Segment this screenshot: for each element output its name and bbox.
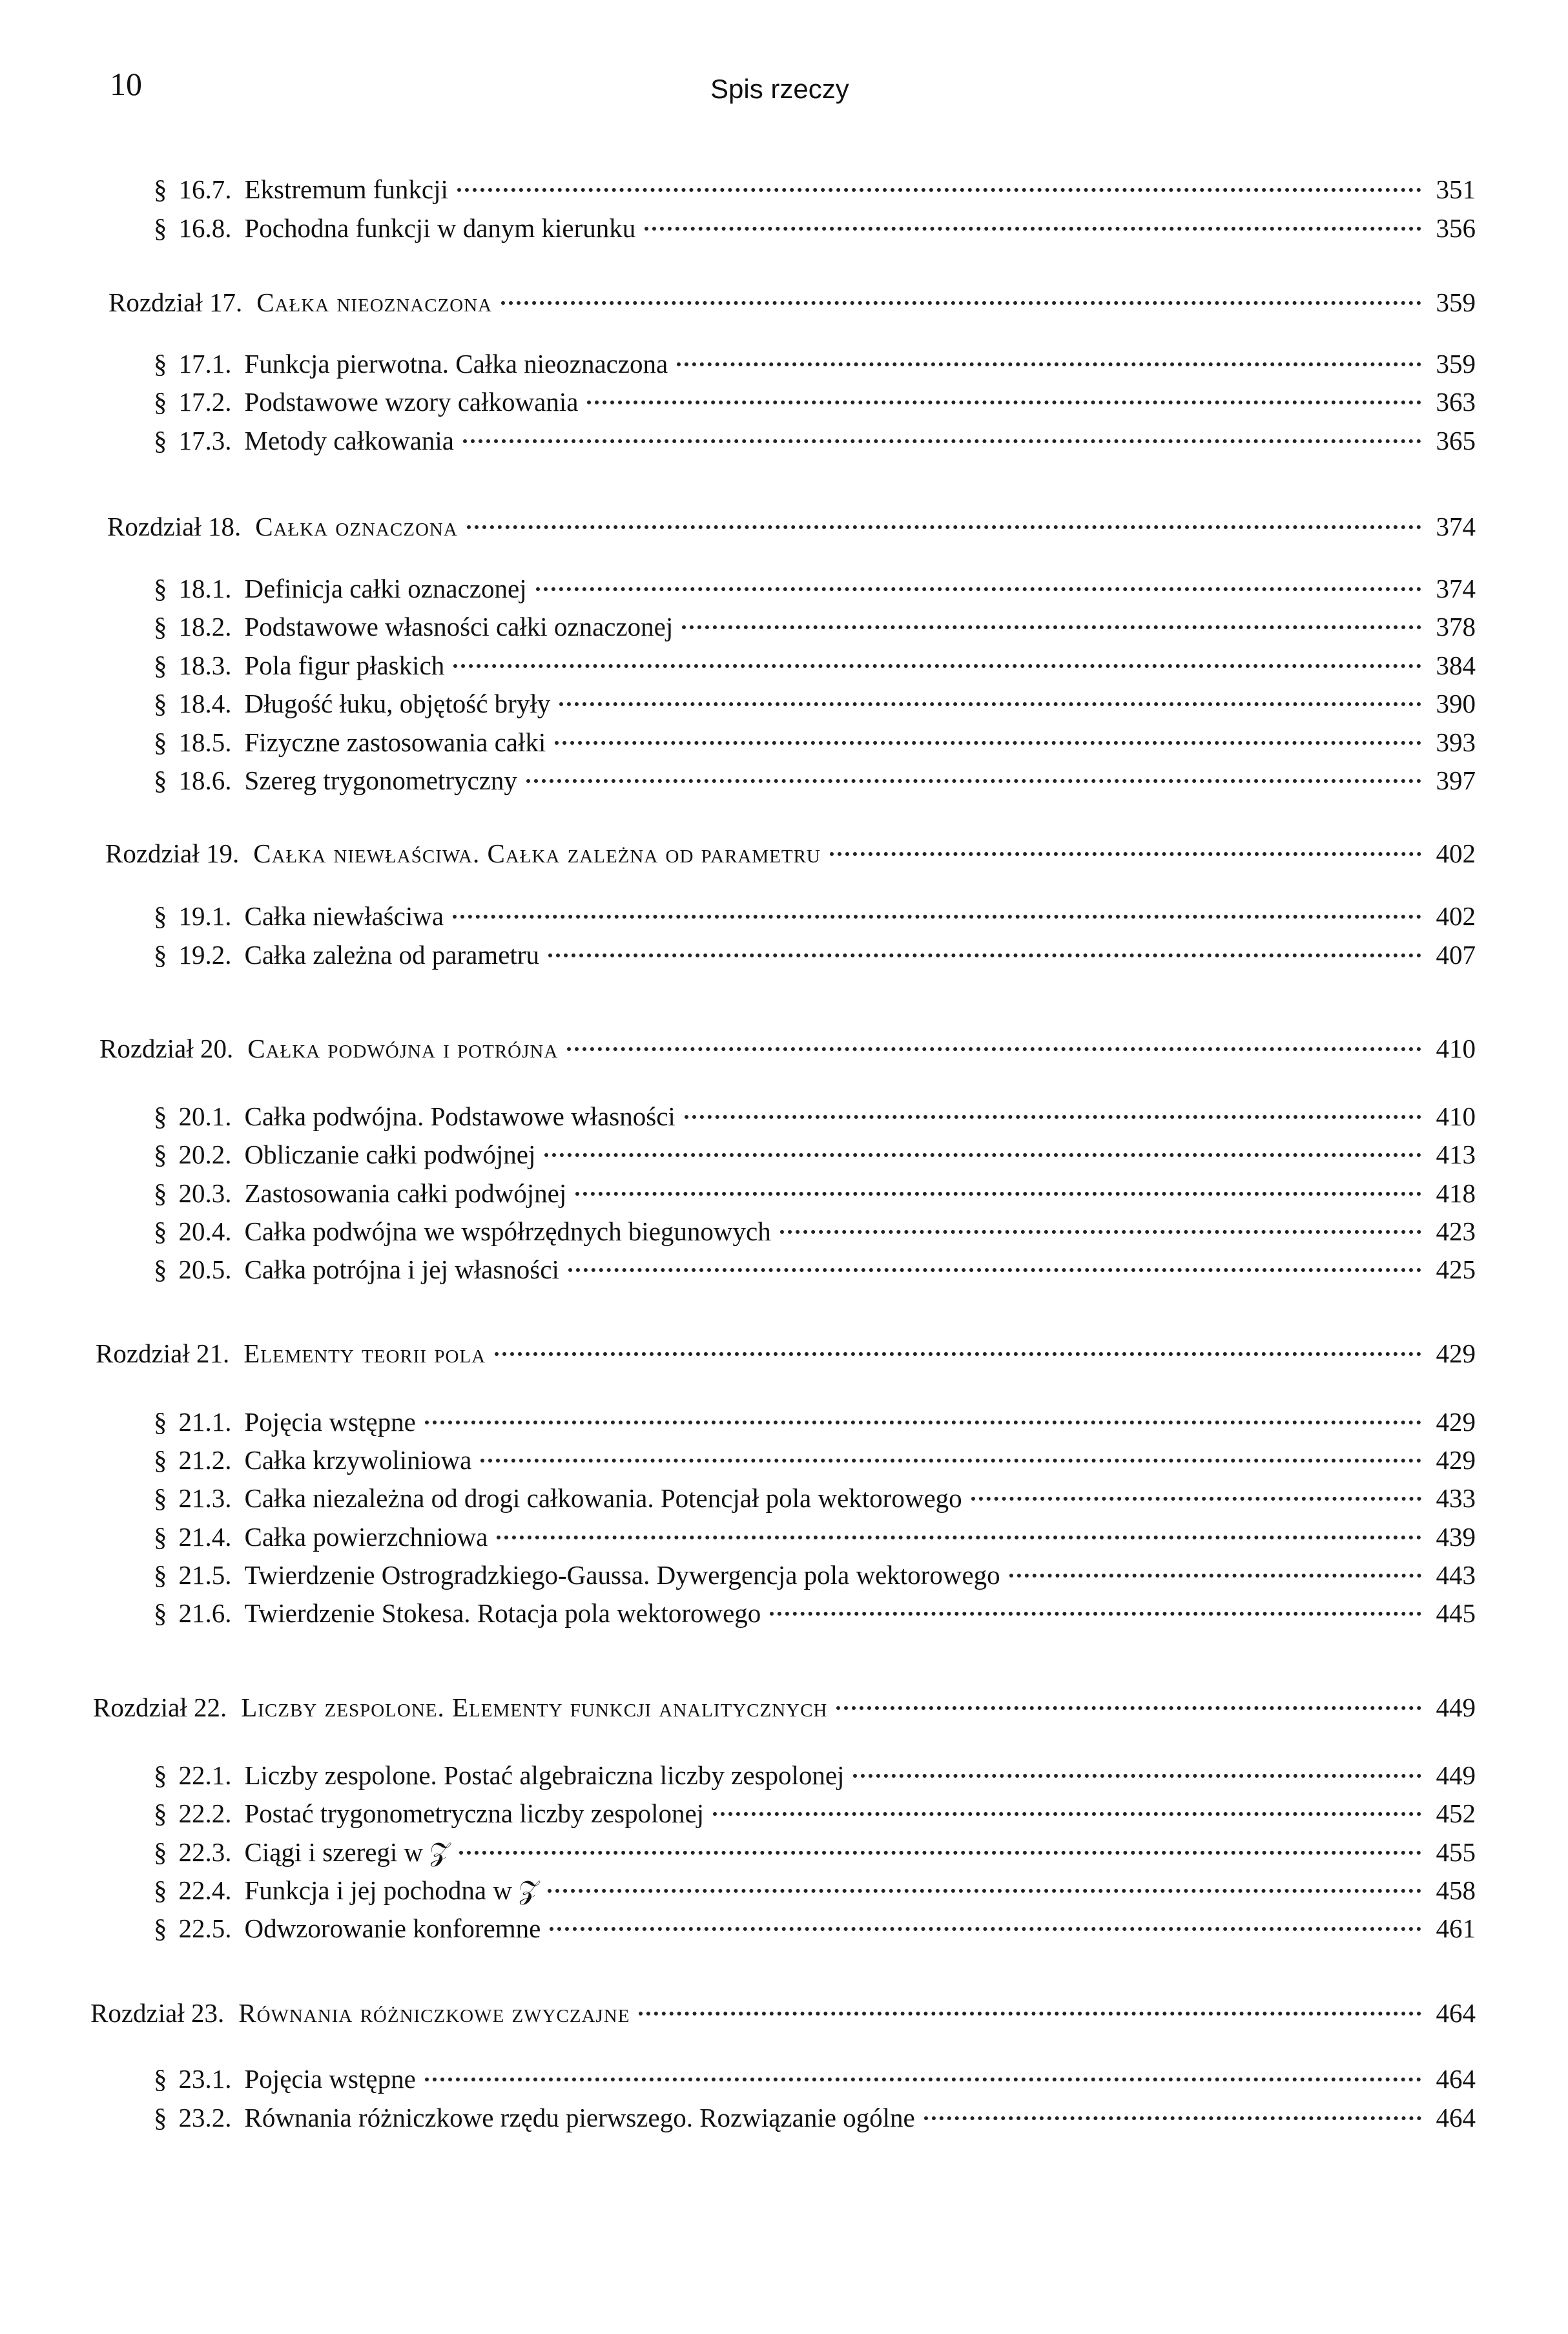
section-title: Całka krzywoliniowa <box>244 1445 472 1475</box>
toc-chapter-row <box>96 1335 1476 1371</box>
section-number: 23.1. <box>178 2064 232 2094</box>
section-title: Całka zależna od parametru <box>244 940 539 970</box>
chapter-label: Rozdział 17. <box>108 287 243 317</box>
chapter-title: Liczby zespolone. Elementy funkcji analitycznych <box>241 1693 828 1722</box>
section-number: 21.1. <box>178 1407 232 1437</box>
page-reference: 365 <box>1436 426 1476 455</box>
dot-leader <box>713 1812 1421 1816</box>
toc-entry-heading <box>154 1404 416 1440</box>
toc-entry-heading <box>99 1030 558 1067</box>
section-title: Całka niewłaściwa <box>244 901 444 931</box>
toc-section-row <box>154 1251 1476 1287</box>
toc-section-row <box>154 762 1476 798</box>
section-sign: § <box>154 1101 167 1131</box>
page-reference: 461 <box>1436 1913 1476 1943</box>
toc-section-row <box>154 570 1476 607</box>
toc-entry-heading <box>154 1442 471 1478</box>
toc-section-row <box>154 346 1476 382</box>
section-title: Postać trygonometryczna liczby zespolonej <box>244 1798 705 1828</box>
toc-entry-heading <box>154 1213 771 1249</box>
section-number: 18.4. <box>178 689 232 718</box>
page-reference: 410 <box>1436 1101 1476 1131</box>
section-number: 20.2. <box>178 1140 232 1169</box>
dot-leader <box>780 1230 1421 1234</box>
section-sign: § <box>154 727 167 757</box>
section-number: 18.6. <box>178 766 232 795</box>
dot-leader <box>1009 1574 1421 1578</box>
section-title: Definicja całki oznaczonej <box>244 574 527 603</box>
page-reference: 452 <box>1436 1798 1476 1828</box>
toc-section-row <box>154 2100 1476 2136</box>
chapter-label: Rozdział 18. <box>107 512 242 541</box>
section-sign: § <box>154 349 167 379</box>
page-reference: 458 <box>1436 1875 1476 1905</box>
toc-section-row <box>154 685 1476 722</box>
page-reference: 464 <box>1436 1998 1476 2028</box>
page-reference: 464 <box>1436 2064 1476 2094</box>
section-title: Twierdzenie Stokesa. Rotacja pola wektorowego <box>244 1598 761 1628</box>
toc-entry-heading <box>154 685 550 722</box>
toc-entry-heading <box>154 1136 535 1172</box>
toc-chapter-row <box>107 508 1476 545</box>
section-number: 18.5. <box>178 727 232 757</box>
toc-entry-heading <box>96 1335 486 1371</box>
chapter-title: Elementy teorii pola <box>243 1339 486 1368</box>
toc-entry-heading <box>154 724 546 760</box>
section-number: 17.1. <box>178 349 232 379</box>
toc-section-row <box>154 1404 1476 1440</box>
section-number: 17.3. <box>178 426 232 455</box>
page-reference: 445 <box>1436 1598 1476 1628</box>
section-title: Równania różniczkowe rzędu pierwszego. Rozwiązanie ogólne <box>244 2103 915 2132</box>
chapter-title: Całka oznaczona <box>255 512 458 541</box>
section-sign: § <box>154 766 167 795</box>
toc-entry-heading <box>107 508 458 545</box>
section-sign: § <box>154 901 167 931</box>
section-title: Ekstremum funkcji <box>244 174 448 204</box>
dot-leader <box>770 1612 1421 1616</box>
section-sign: § <box>154 1216 167 1246</box>
section-title: Pojęcia wstępne <box>244 2064 416 2094</box>
section-sign: § <box>154 1445 167 1475</box>
toc-section-row <box>154 724 1476 760</box>
toc-entry-heading <box>154 384 578 420</box>
dot-leader <box>555 741 1421 745</box>
chapter-title: Równania różniczkowe zwyczajne <box>238 1998 630 2028</box>
section-sign: § <box>154 612 167 641</box>
section-sign: § <box>154 174 167 204</box>
toc-entry-heading <box>154 422 454 459</box>
page-number: 10 <box>110 66 142 102</box>
dot-leader <box>425 2078 1421 2081</box>
toc-entry-heading <box>154 609 673 645</box>
toc-entry-heading <box>154 647 444 683</box>
toc-entry-heading <box>154 1557 1000 1593</box>
section-title: Zastosowania całki podwójnej <box>244 1178 567 1208</box>
section-title: Całka potrójna i jej własności <box>244 1255 559 1284</box>
toc-section-row <box>154 1795 1476 1831</box>
dot-leader <box>501 301 1421 305</box>
toc-entry-heading <box>90 1995 630 2031</box>
section-sign: § <box>154 1178 167 1208</box>
section-number: 17.2. <box>178 387 232 417</box>
toc-section-row <box>154 1872 1476 1908</box>
dot-leader <box>559 702 1421 706</box>
dot-leader <box>587 401 1421 404</box>
page-reference: 356 <box>1436 213 1476 243</box>
section-number: 22.4. <box>178 1875 232 1905</box>
section-number: 20.4. <box>178 1216 232 1246</box>
toc-section-row <box>154 1213 1476 1249</box>
dot-leader <box>971 1497 1421 1501</box>
section-sign: § <box>154 1407 167 1437</box>
toc-entry-heading <box>154 1098 676 1134</box>
dot-leader <box>467 525 1421 529</box>
section-sign: § <box>154 689 167 718</box>
page-reference: 351 <box>1436 174 1476 204</box>
toc-section-row <box>154 1757 1476 1793</box>
toc-section-row <box>154 1519 1476 1555</box>
page-reference: 449 <box>1436 1693 1476 1722</box>
toc-chapter-row <box>99 1030 1476 1067</box>
dot-leader <box>682 625 1421 629</box>
dot-leader <box>548 953 1421 957</box>
page-reference: 410 <box>1436 1034 1476 1063</box>
section-sign: § <box>154 1483 167 1513</box>
page-reference: 374 <box>1436 512 1476 541</box>
toc-entry-heading <box>154 1872 539 1908</box>
section-title: Obliczanie całki podwójnej <box>244 1140 536 1169</box>
toc-section-row <box>154 1442 1476 1478</box>
page-reference: 402 <box>1436 901 1476 931</box>
toc-entry-heading <box>105 835 821 871</box>
section-number: 21.6. <box>178 1598 232 1628</box>
toc-chapter-row <box>105 835 1476 871</box>
section-title: Podstawowe własności całki oznaczonej <box>244 612 674 641</box>
toc-section-row <box>154 1910 1476 1946</box>
dot-leader <box>497 1536 1421 1539</box>
page-reference: 407 <box>1436 940 1476 970</box>
page-reference: 464 <box>1436 2103 1476 2132</box>
section-number: 22.3. <box>178 1837 232 1867</box>
page-reference: 418 <box>1436 1178 1476 1208</box>
dot-leader <box>495 1352 1421 1356</box>
section-sign: § <box>154 651 167 680</box>
section-number: 22.5. <box>178 1913 232 1943</box>
section-sign: § <box>154 1798 167 1828</box>
toc-section-row <box>154 171 1476 207</box>
toc-section-row <box>154 1480 1476 1516</box>
page-reference: 423 <box>1436 1216 1476 1246</box>
section-title: Ciągi i szeregi w 𝒵 <box>244 1837 450 1867</box>
toc-section-row <box>154 1834 1476 1870</box>
section-sign: § <box>154 213 167 243</box>
dot-leader <box>853 1774 1421 1778</box>
section-title: Liczby zespolone. Postać algebraiczna liczby zespolonej <box>244 1760 845 1790</box>
section-sign: § <box>154 1255 167 1284</box>
toc-entry-heading <box>154 346 668 382</box>
dot-leader <box>830 852 1421 856</box>
section-number: 21.4. <box>178 1522 232 1552</box>
section-title: Całka niezależna od drogi całkowania. Potencjał pola wektorowego <box>244 1483 962 1513</box>
section-number: 18.3. <box>178 651 232 680</box>
section-number: 19.1. <box>178 901 232 931</box>
section-number: 20.5. <box>178 1255 232 1284</box>
dot-leader <box>568 1268 1421 1272</box>
section-sign: § <box>154 1875 167 1905</box>
chapter-label: Rozdział 19. <box>105 839 240 868</box>
page-reference: 455 <box>1436 1837 1476 1867</box>
toc-entry-heading <box>154 210 635 246</box>
toc-section-row <box>154 1098 1476 1134</box>
toc-chapter-row <box>108 284 1476 320</box>
dot-leader <box>639 2012 1421 2016</box>
page-reference: 425 <box>1436 1255 1476 1284</box>
dot-leader <box>463 439 1421 443</box>
page-reference: 363 <box>1436 387 1476 417</box>
toc-section-row <box>154 1557 1476 1593</box>
toc-entry-heading <box>154 1910 541 1946</box>
page-reference: 429 <box>1436 1339 1476 1368</box>
section-title: Fizyczne zastosowania całki <box>244 727 546 757</box>
section-sign: § <box>154 387 167 417</box>
dot-leader <box>453 664 1421 668</box>
page-reference: 397 <box>1436 766 1476 795</box>
section-sign: § <box>154 1560 167 1590</box>
section-title: Twierdzenie Ostrogradzkiego-Gaussa. Dywergencja pola wektorowego <box>244 1560 1000 1590</box>
toc-entry-heading <box>154 1834 450 1870</box>
chapter-title: Całka podwójna i potrójna <box>247 1034 559 1063</box>
section-sign: § <box>154 2103 167 2132</box>
toc-chapter-row <box>90 1995 1476 2031</box>
dot-leader <box>536 587 1421 591</box>
dot-leader <box>550 1927 1421 1931</box>
section-number: 16.8. <box>178 213 232 243</box>
toc-section-row <box>154 384 1476 420</box>
toc-section-row <box>154 937 1476 973</box>
section-number: 21.3. <box>178 1483 232 1513</box>
section-number: 16.7. <box>178 174 232 204</box>
chapter-label: Rozdział 22. <box>93 1693 227 1722</box>
toc-entry-heading <box>154 898 444 934</box>
dot-leader <box>526 779 1421 783</box>
dot-leader <box>685 1115 1421 1119</box>
toc-entry-heading <box>154 1795 704 1831</box>
chapter-label: Rozdział 21. <box>96 1339 230 1368</box>
toc-entry-heading <box>154 1480 962 1516</box>
toc-entry-heading <box>154 570 527 607</box>
dot-leader <box>459 1851 1421 1855</box>
toc-entry-heading <box>154 762 517 798</box>
page-reference: 433 <box>1436 1483 1476 1513</box>
dot-leader <box>453 915 1421 919</box>
toc-section-row <box>154 1175 1476 1211</box>
section-title: Funkcja i jej pochodna w 𝒵 <box>244 1875 539 1905</box>
section-number: 21.5. <box>178 1560 232 1590</box>
page-reference: 359 <box>1436 349 1476 379</box>
section-title: Całka powierzchniowa <box>244 1522 488 1552</box>
section-sign: § <box>154 1913 167 1943</box>
chapter-label: Rozdział 23. <box>90 1998 225 2028</box>
section-number: 18.2. <box>178 612 232 641</box>
toc-entry-heading <box>154 1519 488 1555</box>
section-number: 22.2. <box>178 1798 232 1828</box>
dot-leader <box>425 1421 1421 1424</box>
section-number: 22.1. <box>178 1760 232 1790</box>
section-number: 19.2. <box>178 940 232 970</box>
dot-leader <box>677 362 1421 366</box>
toc-section-row <box>154 1136 1476 1172</box>
section-title: Szereg trygonometryczny <box>244 766 517 795</box>
section-sign: § <box>154 1837 167 1867</box>
running-title: Spis rzeczy <box>710 74 849 104</box>
toc-entry-heading <box>154 2061 416 2097</box>
page-reference: 374 <box>1436 574 1476 603</box>
section-sign: § <box>154 1760 167 1790</box>
section-title: Pochodna funkcji w danym kierunku <box>244 213 636 243</box>
section-number: 21.2. <box>178 1445 232 1475</box>
page-reference: 393 <box>1436 727 1476 757</box>
dot-leader <box>645 227 1421 231</box>
toc-entry-heading <box>154 2100 915 2136</box>
section-title: Pojęcia wstępne <box>244 1407 416 1437</box>
dot-leader <box>567 1047 1421 1051</box>
page-reference: 390 <box>1436 689 1476 718</box>
toc-section-row <box>154 609 1476 645</box>
toc-entry-heading <box>154 1595 761 1631</box>
toc-section-row <box>154 2061 1476 2097</box>
toc-section-row <box>154 647 1476 683</box>
section-sign: § <box>154 1140 167 1169</box>
dot-leader <box>836 1706 1421 1710</box>
page-reference: 402 <box>1436 839 1476 868</box>
dot-leader <box>457 188 1421 192</box>
section-number: 20.1. <box>178 1101 232 1131</box>
toc-entry-heading <box>154 1757 844 1793</box>
section-sign: § <box>154 940 167 970</box>
toc-section-row <box>154 210 1476 246</box>
toc-section-row <box>154 898 1476 934</box>
dot-leader <box>480 1459 1421 1463</box>
page-reference: 443 <box>1436 1560 1476 1590</box>
toc-entry-heading <box>93 1689 827 1725</box>
dot-leader <box>548 1889 1421 1893</box>
toc-entry-heading <box>154 1251 559 1287</box>
section-sign: § <box>154 1598 167 1628</box>
section-title: Całka podwójna. Podstawowe własności <box>244 1101 676 1131</box>
section-number: 23.2. <box>178 2103 232 2132</box>
chapter-title: Całka niewłaściwa. Całka zależna od parametru <box>253 839 821 868</box>
page-reference: 378 <box>1436 612 1476 641</box>
chapter-title: Całka nieoznaczona <box>256 287 493 317</box>
page-reference: 449 <box>1436 1760 1476 1790</box>
section-title: Długość łuku, objętość bryły <box>244 689 551 718</box>
toc-entry-heading <box>154 1175 566 1211</box>
toc-entry-heading <box>154 937 539 973</box>
section-title: Całka podwójna we współrzędnych biegunowych <box>244 1216 771 1246</box>
section-number: 20.3. <box>178 1178 232 1208</box>
section-sign: § <box>154 1522 167 1552</box>
chapter-label: Rozdział 20. <box>99 1034 234 1063</box>
section-sign: § <box>154 426 167 455</box>
section-title: Podstawowe wzory całkowania <box>244 387 579 417</box>
toc-chapter-row <box>93 1689 1476 1725</box>
section-title: Funkcja pierwotna. Całka nieoznaczona <box>244 349 668 379</box>
dot-leader <box>575 1192 1421 1196</box>
page-reference: 429 <box>1436 1445 1476 1475</box>
toc-entry-heading <box>154 171 448 207</box>
toc-entry-heading <box>108 284 492 320</box>
page-reference: 429 <box>1436 1407 1476 1437</box>
page-reference: 384 <box>1436 651 1476 680</box>
section-title: Odwzorowanie konforemne <box>244 1913 541 1943</box>
page-reference: 413 <box>1436 1140 1476 1169</box>
page-reference: 439 <box>1436 1522 1476 1552</box>
section-number: 18.1. <box>178 574 232 603</box>
section-title: Pola figur płaskich <box>244 651 445 680</box>
toc-section-row <box>154 422 1476 459</box>
page-reference: 359 <box>1436 287 1476 317</box>
section-title: Metody całkowania <box>244 426 454 455</box>
dot-leader <box>924 2116 1421 2120</box>
section-sign: § <box>154 574 167 603</box>
dot-leader <box>544 1153 1421 1157</box>
section-sign: § <box>154 2064 167 2094</box>
toc-section-row <box>154 1595 1476 1631</box>
